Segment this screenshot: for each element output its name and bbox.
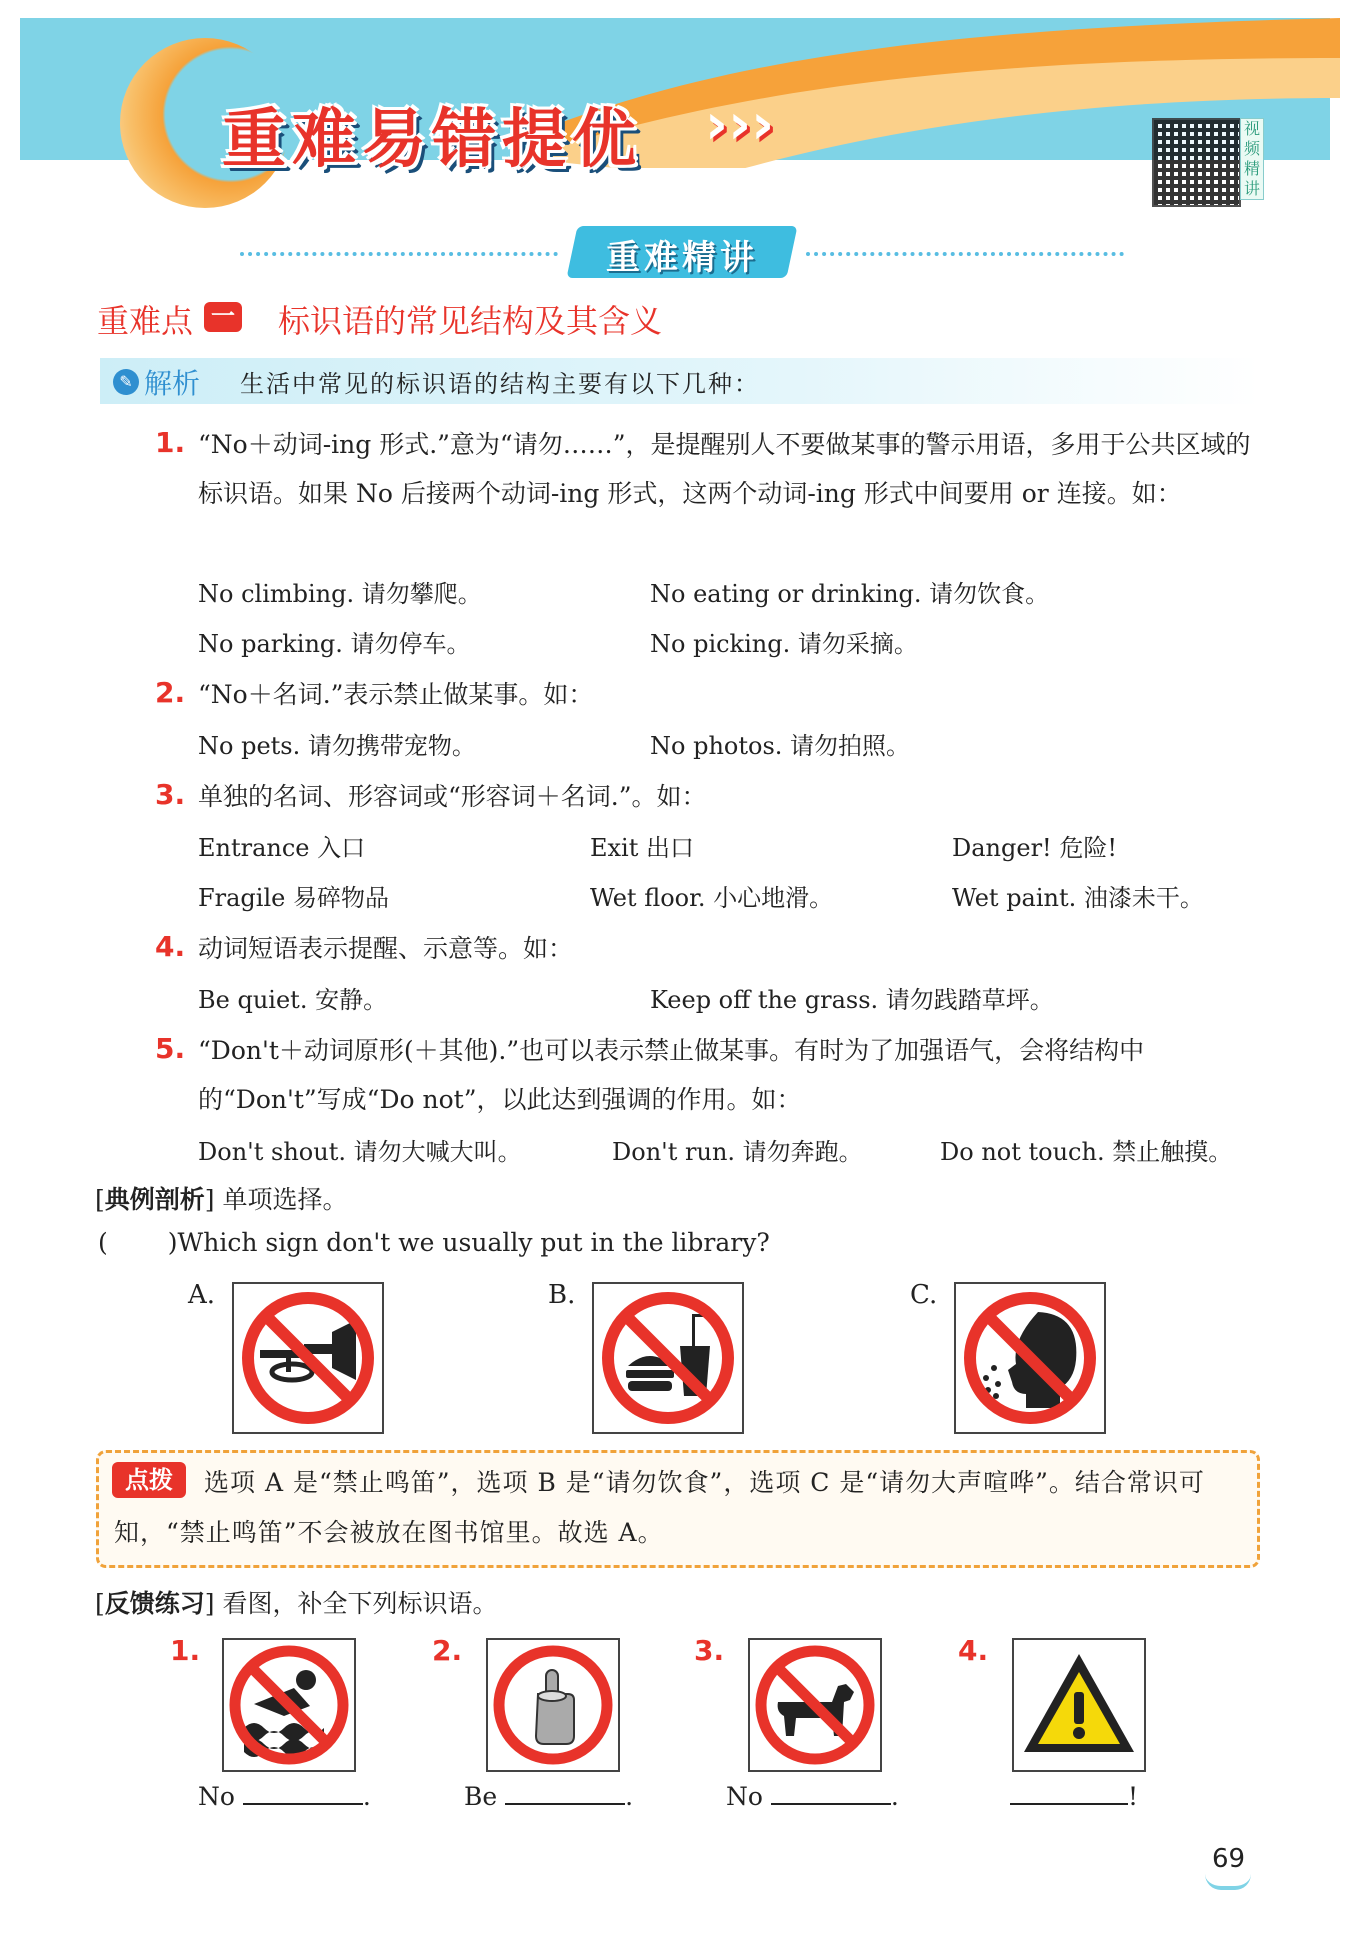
key-point-title: 标识语的常见结构及其含义 — [278, 302, 663, 340]
practice-number: 3. — [694, 1634, 725, 1667]
tip-text: 选项 A 是“禁止鸣笛”，选项 B 是“请勿饮食”，选项 C 是“请勿大声喧哗”。结合常识可知，“禁止鸣笛”不会被放在图书馆里。故选 A。 — [114, 1468, 1205, 1547]
practice-label: 反馈练习 — [104, 1589, 205, 1618]
key-point-number: 一 — [204, 302, 242, 332]
practice-4-sign — [1012, 1638, 1146, 1772]
no-shouting-icon — [956, 1284, 1104, 1432]
example-analysis-heading: [典例剖析] 单项选择。 — [95, 1185, 348, 1214]
example-item: Be quiet. 安静。 — [198, 986, 388, 1014]
example-item: Keep off the grass. 请勿践踏草坪。 — [650, 986, 1054, 1014]
option-letter: A. — [188, 1280, 216, 1310]
practice-number: 2. — [432, 1634, 463, 1667]
answer-blank[interactable] — [243, 1803, 363, 1805]
option-letter: B. — [548, 1280, 576, 1310]
example-item: Wet paint. 油漆未干。 — [952, 884, 1204, 912]
option-letter: C. — [910, 1280, 938, 1310]
example-item: No picking. 请勿采摘。 — [650, 630, 918, 658]
practice-2-sign — [486, 1638, 620, 1772]
rule-text: 动词短语表示提醒、示意等。如： — [198, 934, 574, 963]
rule-text: “No＋名词.”表示禁止做某事。如： — [198, 680, 594, 709]
section-banner-text: 重难精讲 — [606, 238, 758, 278]
practice-prefix: No — [198, 1782, 235, 1811]
rule-text: 单独的名词、形容词或“形容词＋名词.”。如： — [198, 782, 707, 811]
no-horn-icon — [234, 1284, 382, 1432]
qr-label: 视频精讲 — [1240, 118, 1264, 200]
banner-dots-right — [806, 252, 1124, 256]
analysis-intro: 生活中常见的标识语的结构主要有以下几种： — [240, 370, 760, 398]
title-arrows-decoration: ››› — [705, 92, 775, 157]
danger-icon — [1014, 1640, 1144, 1770]
page-number-swoosh — [1205, 1874, 1251, 1890]
example-item: No photos. 请勿拍照。 — [650, 732, 911, 760]
quiet-icon — [488, 1640, 618, 1770]
practice-suffix: ! — [1128, 1782, 1139, 1811]
option-b-sign[interactable] — [592, 1282, 744, 1434]
example-item: No climbing. 请勿攀爬。 — [198, 580, 482, 608]
practice-3-sign — [748, 1638, 882, 1772]
rule-number: 1. — [155, 426, 186, 459]
practice-answer-line — [198, 1782, 371, 1811]
page-title: 重难易错提优 — [222, 103, 642, 177]
example-item: Fragile 易碎物品 — [198, 884, 389, 912]
rule-number: 4. — [155, 930, 186, 963]
example-item: No parking. 请勿停车。 — [198, 630, 471, 658]
rule-number: 2. — [155, 676, 186, 709]
answer-blank[interactable] — [771, 1803, 891, 1805]
practice-suffix: . — [362, 1782, 371, 1811]
tip-badge: 点拨 — [112, 1462, 186, 1498]
practice-number: 1. — [170, 1634, 201, 1667]
question-text: Which sign don't we usually put in the library? — [177, 1228, 770, 1257]
example-item: Do not touch. 禁止触摸。 — [940, 1138, 1233, 1166]
no-swimming-icon — [224, 1640, 354, 1770]
example-item: Danger! 危险! — [952, 834, 1117, 862]
key-point-label: 重难点 — [97, 302, 194, 340]
rule-number: 3. — [155, 778, 186, 811]
no-food-drink-icon — [594, 1284, 742, 1432]
option-a-sign[interactable] — [232, 1282, 384, 1434]
example-item: Wet floor. 小心地滑。 — [590, 884, 834, 912]
practice-prefix: Be — [464, 1782, 498, 1811]
practice-answer-line — [1010, 1782, 1138, 1811]
practice-prefix: No — [726, 1782, 763, 1811]
practice-suffix: . — [625, 1782, 634, 1811]
banner-dots-left — [240, 252, 558, 256]
example-item: No eating or drinking. 请勿饮食。 — [650, 580, 1050, 608]
pen-icon: ✎ — [113, 369, 139, 395]
question-line — [98, 1228, 770, 1257]
practice-answer-line — [726, 1782, 899, 1811]
analysis-label: 解析 — [144, 367, 201, 400]
rule-text: “No＋动词-ing 形式.”意为“请勿……”，是提醒别人不要做某事的警示用语，多用于公共区域的标识语。如果 No 后接两个动词-ing 形式，这两个动词-ing 形式中间要用 or 连接。如： — [198, 430, 1251, 508]
no-dogs-icon — [750, 1640, 880, 1770]
practice-answer-line — [464, 1782, 633, 1811]
answer-blank[interactable] — [1010, 1803, 1128, 1805]
example-item: No pets. 请勿携带宠物。 — [198, 732, 476, 760]
example-analysis-label: 典例剖析 — [104, 1185, 205, 1214]
practice-number: 4. — [958, 1634, 989, 1667]
answer-paren-close: ) — [167, 1228, 178, 1257]
page-number: 69 — [1212, 1844, 1246, 1874]
example-item: Exit 出口 — [590, 834, 695, 862]
practice-heading: [反馈练习] 看图，补全下列标识语。 — [95, 1589, 498, 1618]
practice-1-sign — [222, 1638, 356, 1772]
rule-text: “Don't＋动词原形(＋其他).”也可以表示禁止做某事。有时为了加强语气，会将结构中的“Don't”写成“Do not”，以此达到强调的作用。如： — [198, 1036, 1145, 1114]
example-item: Entrance 入口 — [198, 834, 366, 862]
example-analysis-instruction: 单项选择。 — [222, 1185, 348, 1214]
rule-number: 5. — [155, 1032, 186, 1065]
practice-suffix: . — [890, 1782, 899, 1811]
qr-code-icon[interactable] — [1152, 118, 1241, 207]
answer-paren-open[interactable]: ( — [98, 1228, 108, 1257]
example-item: Don't run. 请勿奔跑。 — [612, 1138, 863, 1166]
practice-instruction: 看图，补全下列标识语。 — [222, 1589, 498, 1618]
answer-blank[interactable] — [505, 1803, 625, 1805]
option-c-sign[interactable] — [954, 1282, 1106, 1434]
example-item: Don't shout. 请勿大喊大叫。 — [198, 1138, 522, 1166]
